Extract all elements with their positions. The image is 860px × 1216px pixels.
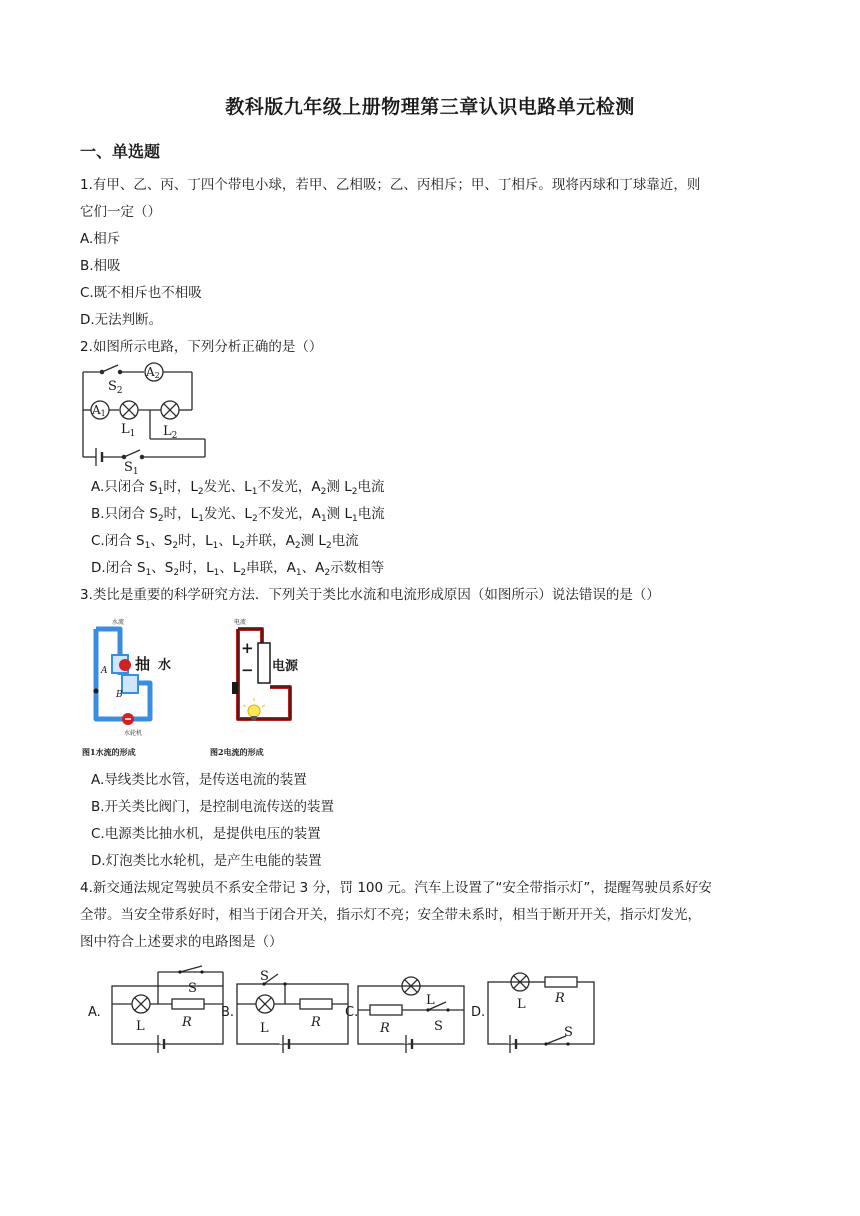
q4-stem-line2: 全带。当安全带系好时，相当于闭合开关，指示灯不亮；安全带未系时，相当于断开开关，指示灯发光，: [80, 907, 701, 923]
q3-fig1-label-b: B: [116, 690, 123, 700]
q2-option-d: D.闭合 $S_1$、$S_2$时，$L_1$、$L_2$串联，$A_1$、$A_2$示数相等: [91, 560, 385, 578]
q4-option-a-label: A.: [88, 1005, 101, 1020]
q4-a-label-s: S: [188, 981, 197, 996]
q3-fig1-top-label: 水流: [112, 619, 125, 626]
q4-c-label-r: R: [380, 1021, 390, 1036]
q2-label-a1: A1: [92, 403, 106, 418]
q3-fig2-source-label: 电源: [272, 659, 299, 674]
q4-option-b-label: B.: [221, 1005, 235, 1020]
q2-option-a: A.只闭合 $S_1$时，$L_2$发光、$L_1$不发光，$A_2$测 $L_2$电流: [91, 479, 385, 497]
q3-fig2-plus: +: [241, 639, 254, 657]
q2-label-s2: $S_2$: [108, 379, 123, 396]
q2-option-c: C.闭合 $S_1$、$S_2$时，$L_1$、$L_2$并联，$A_2$测 $L_2$电流: [91, 533, 359, 551]
q3-fig2-top-label: 电流: [234, 619, 247, 626]
q4-b-label-r: R: [311, 1015, 321, 1030]
q3-option-d: D.灯泡类比水轮机，是产生电能的装置: [91, 853, 322, 869]
q1-stem-line1: 1.有甲、乙、丙、丁四个带电小球，若甲、乙相吸；乙、丙相斥；甲、丁相斥。现将丙球和丁球靠近，则: [80, 177, 701, 193]
q4-d-label-r: R: [555, 991, 565, 1006]
q1-stem-line2: 它们一定（）: [80, 204, 161, 220]
q1-option-d: D.无法判断。: [80, 312, 163, 328]
q4-c-label-l: L: [426, 993, 435, 1008]
q4-circuit-options: [80, 964, 610, 1059]
q2-label-s1: $S_1$: [124, 460, 139, 477]
q4-option-c-label: C.: [345, 1005, 359, 1020]
q4-a-label-l: L: [136, 1019, 145, 1034]
q4-d-label-s: S: [564, 1025, 573, 1040]
q3-figure-water-flow: [82, 615, 182, 760]
q3-fig2-caption: 图2电流的形成: [210, 747, 264, 757]
q1-option-a: A.相斥: [80, 231, 121, 247]
q4-stem-line3: 图中符合上述要求的电路图是（）: [80, 934, 283, 950]
q2-stem: 2.如图所示电路，下列分析正确的是（）: [80, 339, 323, 355]
q3-fig1-label-wheel: 水轮机: [124, 730, 143, 737]
q4-c-label-s: S: [434, 1019, 443, 1034]
q2-circuit-diagram: [80, 362, 205, 477]
q3-option-b: B.开关类比阀门，是控制电流传送的装置: [91, 799, 335, 815]
q4-option-d-label: D.: [471, 1005, 486, 1020]
q3-fig1-label-a: A: [101, 666, 108, 676]
q3-fig1-label-pump: 抽: [135, 655, 151, 673]
q4-d-label-l: L: [517, 997, 526, 1012]
q4-b-label-s: S: [260, 969, 269, 984]
q2-label-l2: $L_2$: [163, 424, 178, 441]
q1-option-c: C.既不相斥也不相吸: [80, 285, 202, 301]
q3-option-a: A.导线类比水管，是传送电流的装置: [91, 772, 307, 788]
q3-figure-electric-flow: [210, 615, 310, 760]
q3-fig1-caption: 图1水流的形成: [82, 747, 136, 757]
q4-a-label-r: R: [182, 1015, 192, 1030]
q2-label-l1: $L_1$: [121, 422, 136, 439]
q3-option-c: C.电源类比抽水机，是提供电压的装置: [91, 826, 321, 842]
q2-option-b: B.只闭合 $S_2$时，$L_1$发光、$L_2$不发光，$A_1$测 $L_1$电流: [91, 506, 385, 524]
section-heading: 一、单选题: [80, 142, 161, 161]
q2-label-a2: A2: [146, 365, 160, 380]
q3-fig2-minus: −: [241, 661, 254, 679]
q3-stem: 3.类比是重要的科学研究方法．下列关于类比水流和电流形成原因（如图所示）说法错误的是（）: [80, 587, 660, 603]
page-title: 教科版九年级上册物理第三章认识电路单元检测: [225, 96, 635, 118]
q4-b-label-l: L: [260, 1021, 269, 1036]
q3-fig1-label-water: 水: [158, 658, 172, 673]
q1-option-b: B.相吸: [80, 258, 121, 274]
q4-stem-line1: 4.新交通法规定驾驶员不系安全带记 3 分，罚 100 元。汽车上设置了“安全带指示灯”，提醒驾驶员系好安: [80, 880, 712, 896]
